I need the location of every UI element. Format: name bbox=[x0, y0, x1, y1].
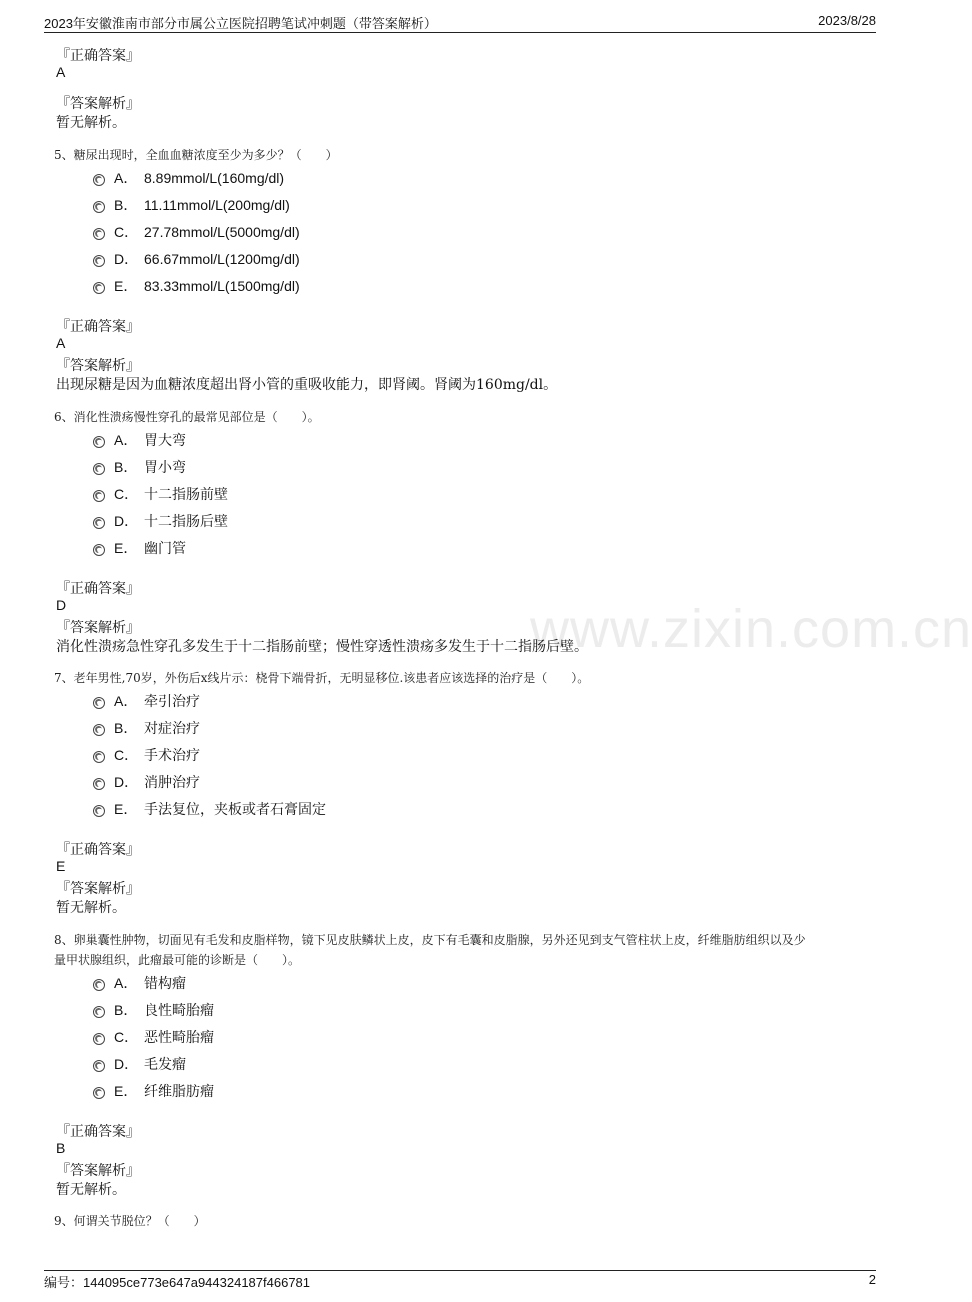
question-7: 7、老年男性,70岁，外伤后x线片示：桡骨下端骨折，无明显移位.该患者应该选择的治疗是（ ）。 bbox=[54, 671, 590, 685]
explanation-text: 暂无解析。 bbox=[56, 1182, 126, 1198]
option-7c[interactable]: C． 手术治疗 bbox=[93, 745, 200, 765]
explanation-text: 暂无解析。 bbox=[56, 115, 126, 131]
page-footer bbox=[44, 1270, 876, 1291]
document-serial: 编号：144095ce773e647a944324187f466781 bbox=[44, 1275, 311, 1290]
explanation-text: 消化性溃疡急性穿孔多发生于十二指肠前壁；慢性穿透性溃疡多发生于十二指肠后壁。 bbox=[56, 639, 588, 655]
question-6: 6、消化性溃疡慢性穿孔的最常见部位是（ ）。 bbox=[54, 410, 320, 424]
option-7a[interactable]: A． 牵引治疗 bbox=[93, 691, 200, 711]
question-8-line-2: 量甲状腺组织，此瘤最可能的诊断是（ ）。 bbox=[54, 953, 301, 967]
watermark: www.zixin.com.cn bbox=[530, 599, 972, 659]
radio-icon[interactable] bbox=[93, 778, 105, 790]
option-8d[interactable]: D． 毛发瘤 bbox=[93, 1054, 186, 1074]
option-5c[interactable]: C． 27.78mmol/L(5000mg/dl) bbox=[93, 222, 300, 242]
question-5: 5、糖尿出现时，全血血糖浓度至少为多少？（ ） bbox=[54, 148, 338, 162]
radio-icon[interactable] bbox=[93, 174, 105, 186]
option-6b[interactable]: B． 胃小弯 bbox=[93, 457, 186, 477]
correct-answer-value: A bbox=[56, 335, 66, 351]
explanation-label: 『答案解析』 bbox=[56, 358, 140, 374]
correct-answer-value: B bbox=[56, 1140, 66, 1156]
radio-icon[interactable] bbox=[93, 1033, 105, 1045]
correct-answer-label: 『正确答案』 bbox=[56, 319, 140, 335]
explanation-label: 『答案解析』 bbox=[56, 1163, 140, 1179]
question-8-line-1: 8、卵巢囊性肿物，切面见有毛发和皮脂样物，镜下见皮肤鳞状上皮，皮下有毛囊和皮脂腺，另外还见到支气管柱状上皮，纤维脂肪组织以及少 bbox=[54, 933, 806, 947]
radio-icon[interactable] bbox=[93, 979, 105, 991]
correct-answer-label: 『正确答案』 bbox=[56, 581, 140, 597]
explanation-label: 『答案解析』 bbox=[56, 881, 140, 897]
correct-answer-value: E bbox=[56, 858, 66, 874]
document-date: 2023/8/28 bbox=[818, 13, 876, 28]
correct-answer-value: A bbox=[56, 64, 66, 80]
correct-answer-value: D bbox=[56, 597, 67, 613]
option-8b[interactable]: B． 良性畸胎瘤 bbox=[93, 1000, 214, 1020]
radio-icon[interactable] bbox=[93, 751, 105, 763]
correct-answer-label: 『正确答案』 bbox=[56, 48, 140, 64]
page-number: 2 bbox=[868, 1272, 876, 1287]
radio-icon[interactable] bbox=[93, 282, 105, 294]
radio-icon[interactable] bbox=[93, 517, 105, 529]
option-5e[interactable]: E． 83.33mmol/L(1500mg/dl) bbox=[93, 276, 300, 296]
option-7e[interactable]: E． 手法复位，夹板或者石膏固定 bbox=[93, 799, 326, 819]
question-8 bbox=[54, 930, 880, 970]
correct-answer-label: 『正确答案』 bbox=[56, 1124, 140, 1140]
page-header bbox=[44, 12, 876, 33]
option-8a[interactable]: A． 错构瘤 bbox=[93, 973, 186, 993]
option-5b[interactable]: B． 11.11mmol/L(200mg/dl) bbox=[93, 195, 290, 215]
radio-icon[interactable] bbox=[93, 490, 105, 502]
explanation-label: 『答案解析』 bbox=[56, 620, 140, 636]
radio-icon[interactable] bbox=[93, 436, 105, 448]
radio-icon[interactable] bbox=[93, 805, 105, 817]
radio-icon[interactable] bbox=[93, 228, 105, 240]
radio-icon[interactable] bbox=[93, 255, 105, 267]
radio-icon[interactable] bbox=[93, 463, 105, 475]
explanation-text: 出现尿糖是因为血糖浓度超出肾小管的重吸收能力，即肾阈。肾阈为160mg/dl。 bbox=[56, 377, 558, 393]
explanation-text: 暂无解析。 bbox=[56, 900, 126, 916]
question-9: 9、何谓关节脱位？（ ） bbox=[54, 1214, 206, 1228]
radio-icon[interactable] bbox=[93, 697, 105, 709]
option-6d[interactable]: D． 十二指肠后壁 bbox=[93, 511, 228, 531]
radio-icon[interactable] bbox=[93, 724, 105, 736]
option-6a[interactable]: A． 胃大弯 bbox=[93, 430, 186, 450]
option-5a[interactable]: A． 8.89mmol/L(160mg/dl) bbox=[93, 168, 284, 188]
option-6e[interactable]: E． 幽门管 bbox=[93, 538, 186, 558]
option-5d[interactable]: D． 66.67mmol/L(1200mg/dl) bbox=[93, 249, 300, 269]
option-7d[interactable]: D． 消肿治疗 bbox=[93, 772, 200, 792]
radio-icon[interactable] bbox=[93, 1060, 105, 1072]
radio-icon[interactable] bbox=[93, 201, 105, 213]
radio-icon[interactable] bbox=[93, 544, 105, 556]
correct-answer-label: 『正确答案』 bbox=[56, 842, 140, 858]
option-8e[interactable]: E． 纤维脂肪瘤 bbox=[93, 1081, 214, 1101]
option-7b[interactable]: B． 对症治疗 bbox=[93, 718, 200, 738]
document-title: 2023年安徽淮南市部分市属公立医院招聘笔试冲刺题（带答案解析） bbox=[44, 16, 437, 31]
radio-icon[interactable] bbox=[93, 1006, 105, 1018]
radio-icon[interactable] bbox=[93, 1087, 105, 1099]
explanation-label: 『答案解析』 bbox=[56, 96, 140, 112]
option-8c[interactable]: C． 恶性畸胎瘤 bbox=[93, 1027, 214, 1047]
option-6c[interactable]: C． 十二指肠前壁 bbox=[93, 484, 228, 504]
